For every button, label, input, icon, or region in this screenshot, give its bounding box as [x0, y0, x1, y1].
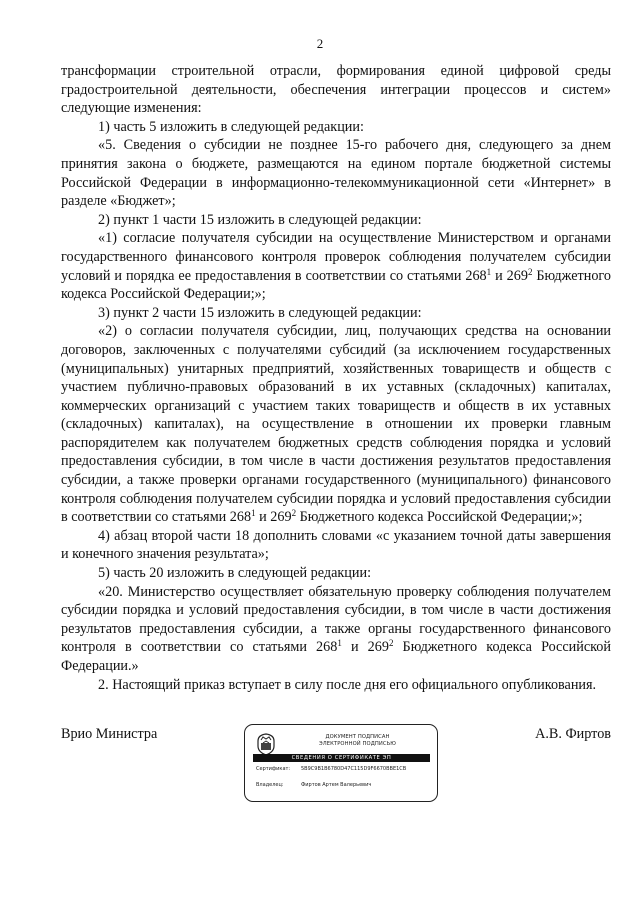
- signatory-position: Врио Министра: [61, 726, 158, 742]
- superscript: 1: [251, 508, 256, 519]
- text-segment: и 269: [491, 267, 528, 284]
- text-segment: 2. Настоящий приказ вступает в силу после дня его официального опубликования.: [98, 676, 597, 693]
- electronic-signature-stamp: [244, 724, 438, 802]
- text-segment: Бюджетного кодекса Российской Федерации;»;: [296, 509, 583, 526]
- text-segment: 1) часть 5 изложить в следующей редакции:: [98, 118, 364, 135]
- text-segment: трансформации строительной отрасли, формирования единой цифровой среды градостроительной деятельности, обеспечения интеграции процессов и систем» следующие изменения:: [61, 63, 611, 117]
- paragraph: [61, 304, 611, 323]
- superscript: 2: [527, 266, 533, 277]
- text-segment: 2) пункт 1 части 15 изложить в следующей редакции:: [98, 211, 422, 228]
- paragraph: [61, 118, 611, 137]
- paragraph: [61, 136, 611, 210]
- paragraph: [61, 229, 611, 303]
- superscript: 2: [291, 508, 297, 519]
- certificate-value: 5B9C9B1B6780D47C115D9F6670BBE1CB: [301, 766, 407, 772]
- stamp-header: [285, 734, 430, 748]
- text-segment: и 269: [255, 509, 292, 526]
- coat-of-arms-icon: [255, 732, 277, 756]
- paragraph: [61, 62, 611, 118]
- text-segment: 4) абзац второй части 18 дополнить словами «с указанием точной даты завершения и конечного значения результата»;: [61, 527, 611, 563]
- text-segment: Бюджетного кодекса Российской Федерации.»: [61, 639, 611, 674]
- text-segment: «20. Министерство осуществляет обязательную проверку соблюдения получателем субсидии порядка и условий предоставления субсидии, в том числе в части достижения результатов предоставления субсидии, а также органы государственного финансового контроля в соответствии со статьями 268: [61, 583, 611, 656]
- paragraph: [61, 583, 611, 676]
- superscript: 2: [388, 638, 394, 649]
- text-segment: 3) пункт 2 части 15 изложить в следующей редакции:: [98, 304, 422, 321]
- text-segment: Бюджетного кодекса Российской Федерации;»;: [61, 267, 611, 303]
- text-segment: «1) согласие получателя субсидии на осуществление Министерством и органами государственного финансового контроля проверок соблюдения получателем субсидии условий и порядка ее предоставления в соответствии со статьями 268: [61, 230, 611, 284]
- text-segment: «2) о согласии получателя субсидии, лиц, получающих средства на основании договоров, заключенных с получателями субсидий (за исключением государственных (муниципальных) унитарных предприятий, хозяйственных товариществ и обществ с участием публично-правовых образований в их уставных (складочных) капиталах, коммерческих организаций с участием таких товариществ и обществ в их уставных (складочных) капиталах), на осуществление в отношении их проверки главным распорядителем как получателем бюджетных средств соблюдения порядка и условий предоставления субсидии, в том числе в части достижения результатов предоставления субсидии, а также проверки органами государственного (муниципального) финансового контроля соблюдения получателем субсидии порядка и условий предоставления субсидии в соответствии со статьями 268: [61, 323, 611, 526]
- text-segment: 5) часть 20 изложить в следующей редакции:: [98, 565, 372, 582]
- text-segment: и 269: [341, 639, 389, 656]
- stamp-owner-row: [256, 782, 371, 789]
- paragraph: [61, 322, 611, 527]
- paragraph: [61, 676, 611, 695]
- stamp-header-line1: ДОКУМЕНТ ПОДПИСАН: [325, 734, 390, 740]
- signatory-name: А.В. Фиртов: [535, 726, 611, 742]
- superscript: 1: [337, 638, 342, 649]
- paragraph: [61, 211, 611, 230]
- paragraph: [61, 564, 611, 583]
- certificate-label: Сертификат:: [256, 766, 291, 772]
- stamp-certificate-bar: СВЕДЕНИЯ О СЕРТИФИКАТЕ ЭП: [253, 754, 430, 762]
- stamp-certificate-row: [256, 766, 406, 773]
- document-body: [61, 62, 611, 694]
- owner-value: Фиртов Артем Валерьевич: [301, 782, 372, 788]
- superscript: 1: [486, 266, 492, 277]
- text-segment: «5. Сведения о субсидии не позднее 15-го рабочего дня, следующего за днем принятия закона о бюджете, размещаются на едином портале бюджетной системы Российской Федерации в информационно-телекоммуникационной сети «Интернет» в разделе «Бюджет»;: [61, 137, 611, 210]
- page-number: 2: [316, 36, 324, 51]
- paragraph: [61, 527, 611, 564]
- stamp-header-line2: ЭЛЕКТРОННОЙ ПОДПИСЬЮ: [319, 741, 396, 747]
- owner-label: Владелец:: [256, 782, 284, 788]
